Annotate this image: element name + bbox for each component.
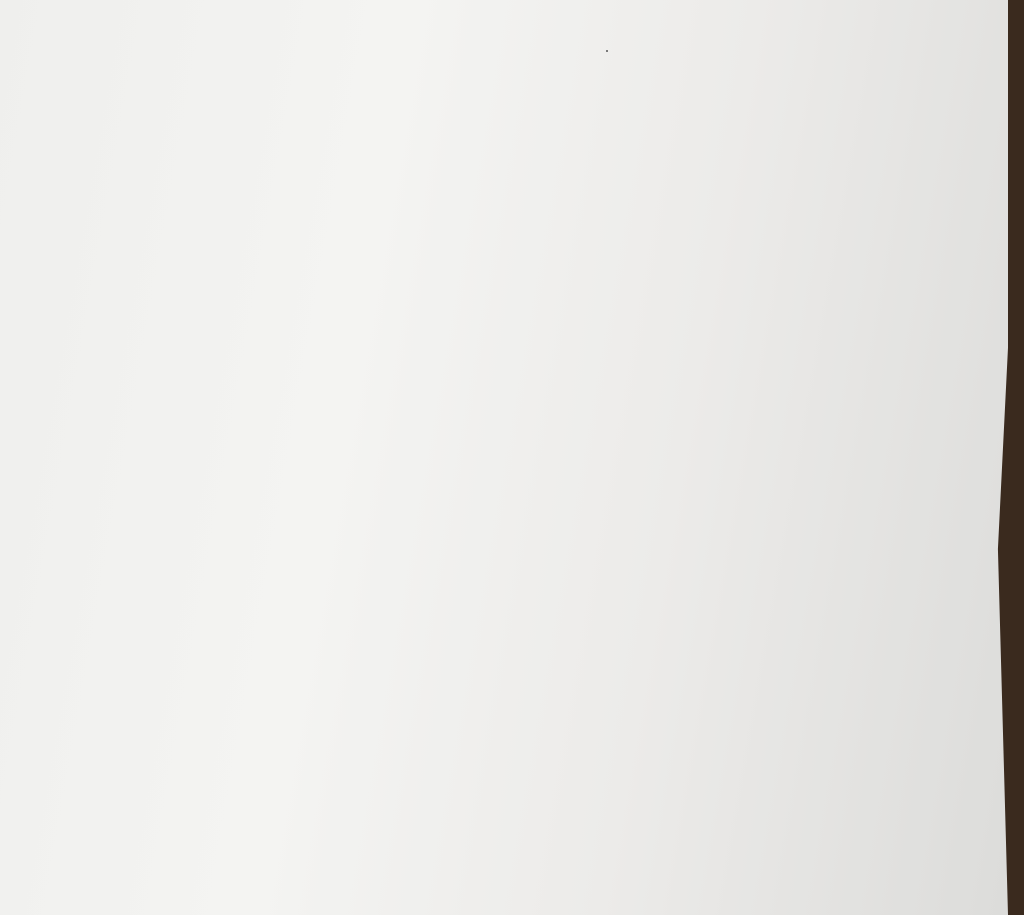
ink-dot [606, 50, 608, 52]
